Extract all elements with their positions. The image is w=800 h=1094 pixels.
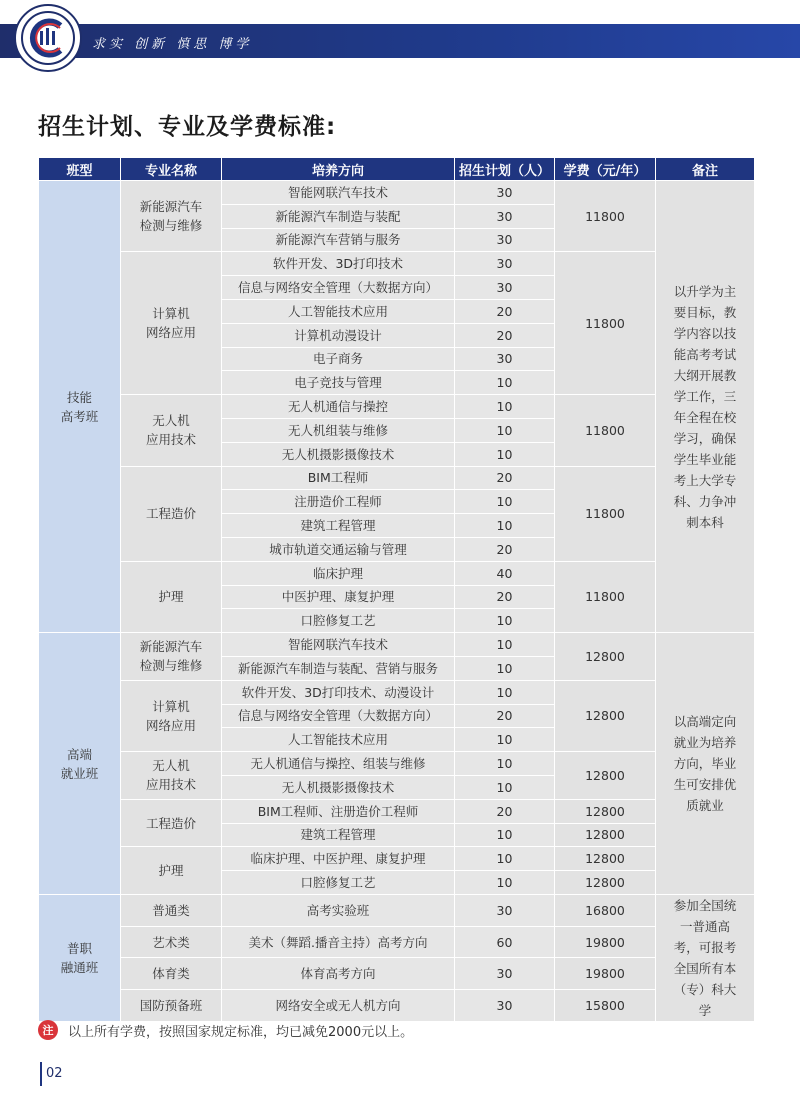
major-cell: 工程造价 — [121, 799, 222, 847]
direction-cell: 新能源汽车制造与装配 — [222, 204, 455, 228]
note-text: 以上所有学费，按照国家规定标准，均已减免2000元以上。 — [68, 1024, 414, 1040]
direction-cell: 信息与网络安全管理（大数据方向） — [222, 276, 455, 300]
major-cell: 国防预备班 — [121, 990, 222, 1022]
remark-cell: 以升学为主要目标，教学内容以技能高考考试大纲开展教学工作，三年全程在校学习，确保学生毕业能考上大学专科、力争冲刺本科 — [656, 181, 755, 633]
table-row — [39, 466, 755, 490]
remark-cell: 参加全国统一普通高考，可报考全国所有本（专）科大学 — [656, 894, 755, 1021]
direction-cell: 无人机摄影摄像技术 — [222, 775, 455, 799]
note-badge-icon: 注 — [38, 1020, 58, 1040]
plan-cell: 10 — [455, 823, 555, 847]
direction-cell: 无人机组装与维修 — [222, 418, 455, 442]
direction-cell: 美术（舞蹈.播音主持）高考方向 — [222, 926, 455, 958]
major-cell: 无人机 应用技术 — [121, 752, 222, 800]
plan-cell: 10 — [455, 728, 555, 752]
plan-cell: 20 — [455, 585, 555, 609]
direction-cell: 人工智能技术应用 — [222, 299, 455, 323]
plan-cell: 30 — [455, 347, 555, 371]
table-row — [39, 894, 755, 926]
class-type-cell: 普职 融通班 — [39, 894, 121, 1021]
school-motto: 求实 创新 慎思 博学 — [92, 37, 253, 52]
direction-cell: 注册造价工程师 — [222, 490, 455, 514]
header-direction: 培养方向 — [222, 158, 455, 181]
table-row — [39, 680, 755, 704]
direction-cell: BIM工程师、注册造价工程师 — [222, 799, 455, 823]
plan-cell: 10 — [455, 371, 555, 395]
fee-cell: 19800 — [555, 958, 656, 990]
fee-cell: 12800 — [555, 847, 656, 871]
plan-cell: 20 — [455, 466, 555, 490]
plan-cell: 20 — [455, 704, 555, 728]
direction-cell: 新能源汽车制造与装配、营销与服务 — [222, 656, 455, 680]
direction-cell: 建筑工程管理 — [222, 823, 455, 847]
table-row — [39, 752, 755, 776]
direction-cell: 电子竞技与管理 — [222, 371, 455, 395]
fee-cell: 12800 — [555, 680, 656, 751]
direction-cell: 临床护理、中医护理、康复护理 — [222, 847, 455, 871]
fee-cell: 12800 — [555, 799, 656, 823]
plan-cell: 60 — [455, 926, 555, 958]
table-row — [39, 252, 755, 276]
fee-cell: 15800 — [555, 990, 656, 1022]
direction-cell: 无人机通信与操控 — [222, 395, 455, 419]
direction-cell: 网络安全或无人机方向 — [222, 990, 455, 1022]
school-logo-icon — [14, 4, 82, 72]
plan-cell: 30 — [455, 228, 555, 252]
plan-cell: 30 — [455, 958, 555, 990]
table-row — [39, 395, 755, 419]
header-class-type: 班型 — [39, 158, 121, 181]
direction-cell: 智能网联汽车技术 — [222, 633, 455, 657]
table-row — [39, 633, 755, 657]
major-cell: 普通类 — [121, 894, 222, 926]
direction-cell: 建筑工程管理 — [222, 514, 455, 538]
direction-cell: 高考实验班 — [222, 894, 455, 926]
direction-cell: 软件开发、3D打印技术、动漫设计 — [222, 680, 455, 704]
plan-cell: 10 — [455, 775, 555, 799]
plan-cell: 10 — [455, 514, 555, 538]
direction-cell: 人工智能技术应用 — [222, 728, 455, 752]
plan-cell: 10 — [455, 752, 555, 776]
plan-cell: 30 — [455, 252, 555, 276]
header-plan: 招生计划（人） — [455, 158, 555, 181]
plan-cell: 20 — [455, 299, 555, 323]
plan-cell: 10 — [455, 418, 555, 442]
footnote — [38, 1020, 413, 1040]
fee-cell: 11800 — [555, 466, 656, 561]
plan-cell: 30 — [455, 204, 555, 228]
plan-cell: 30 — [455, 894, 555, 926]
header-remark: 备注 — [656, 158, 755, 181]
table-row — [39, 847, 755, 871]
table-row — [39, 958, 755, 990]
direction-cell: 新能源汽车营销与服务 — [222, 228, 455, 252]
direction-cell: 信息与网络安全管理（大数据方向） — [222, 704, 455, 728]
plan-cell: 10 — [455, 656, 555, 680]
page-number-rule — [40, 1062, 42, 1086]
plan-cell: 10 — [455, 871, 555, 895]
table-row — [39, 799, 755, 823]
fee-cell: 11800 — [555, 561, 656, 632]
direction-cell: 计算机动漫设计 — [222, 323, 455, 347]
fee-cell: 11800 — [555, 252, 656, 395]
fee-cell: 12800 — [555, 871, 656, 895]
plan-cell: 10 — [455, 680, 555, 704]
plan-cell: 10 — [455, 442, 555, 466]
fee-cell: 19800 — [555, 926, 656, 958]
fee-cell: 16800 — [555, 894, 656, 926]
table-row — [39, 990, 755, 1022]
plan-cell: 30 — [455, 181, 555, 205]
plan-cell: 30 — [455, 990, 555, 1022]
table-row — [39, 561, 755, 585]
major-cell: 无人机 应用技术 — [121, 395, 222, 466]
fee-cell: 11800 — [555, 181, 656, 252]
major-cell: 新能源汽车 检测与维修 — [121, 181, 222, 252]
direction-cell: 口腔修复工艺 — [222, 871, 455, 895]
header-fee: 学费（元/年） — [555, 158, 656, 181]
major-cell: 工程造价 — [121, 466, 222, 561]
major-cell: 艺术类 — [121, 926, 222, 958]
remark-cell: 以高端定向就业为培养方向，毕业生可安排优质就业 — [656, 633, 755, 895]
direction-cell: 智能网联汽车技术 — [222, 181, 455, 205]
direction-cell: 口腔修复工艺 — [222, 609, 455, 633]
plan-cell: 40 — [455, 561, 555, 585]
table-row — [39, 926, 755, 958]
direction-cell: 中医护理、康复护理 — [222, 585, 455, 609]
table-row — [39, 181, 755, 205]
direction-cell: 体育高考方向 — [222, 958, 455, 990]
direction-cell: 无人机通信与操控、组装与维修 — [222, 752, 455, 776]
class-type-cell: 高端 就业班 — [39, 633, 121, 895]
major-cell: 新能源汽车 检测与维修 — [121, 633, 222, 681]
major-cell: 计算机 网络应用 — [121, 252, 222, 395]
major-cell: 护理 — [121, 561, 222, 632]
plan-cell: 10 — [455, 395, 555, 419]
plan-cell: 10 — [455, 609, 555, 633]
fee-cell: 12800 — [555, 752, 656, 800]
major-cell: 计算机 网络应用 — [121, 680, 222, 751]
plan-cell: 20 — [455, 799, 555, 823]
direction-cell: 软件开发、3D打印技术 — [222, 252, 455, 276]
page-title: 招生计划、专业及学费标准: — [38, 114, 337, 140]
direction-cell: 电子商务 — [222, 347, 455, 371]
major-cell: 护理 — [121, 847, 222, 895]
plan-cell: 30 — [455, 276, 555, 300]
plan-cell: 20 — [455, 537, 555, 561]
plan-cell: 10 — [455, 847, 555, 871]
header-major: 专业名称 — [121, 158, 222, 181]
direction-cell: 临床护理 — [222, 561, 455, 585]
fee-cell: 11800 — [555, 395, 656, 466]
plan-cell: 20 — [455, 323, 555, 347]
enrollment-plan-table — [38, 157, 755, 1022]
fee-cell: 12800 — [555, 633, 656, 681]
class-type-cell: 技能 高考班 — [39, 181, 121, 633]
fee-cell: 12800 — [555, 823, 656, 847]
plan-cell: 10 — [455, 490, 555, 514]
direction-cell: 无人机摄影摄像技术 — [222, 442, 455, 466]
table-header-row — [39, 158, 755, 181]
major-cell: 体育类 — [121, 958, 222, 990]
page-number: 02 — [46, 1066, 63, 1081]
plan-cell: 10 — [455, 633, 555, 657]
direction-cell: BIM工程师 — [222, 466, 455, 490]
direction-cell: 城市轨道交通运输与管理 — [222, 537, 455, 561]
